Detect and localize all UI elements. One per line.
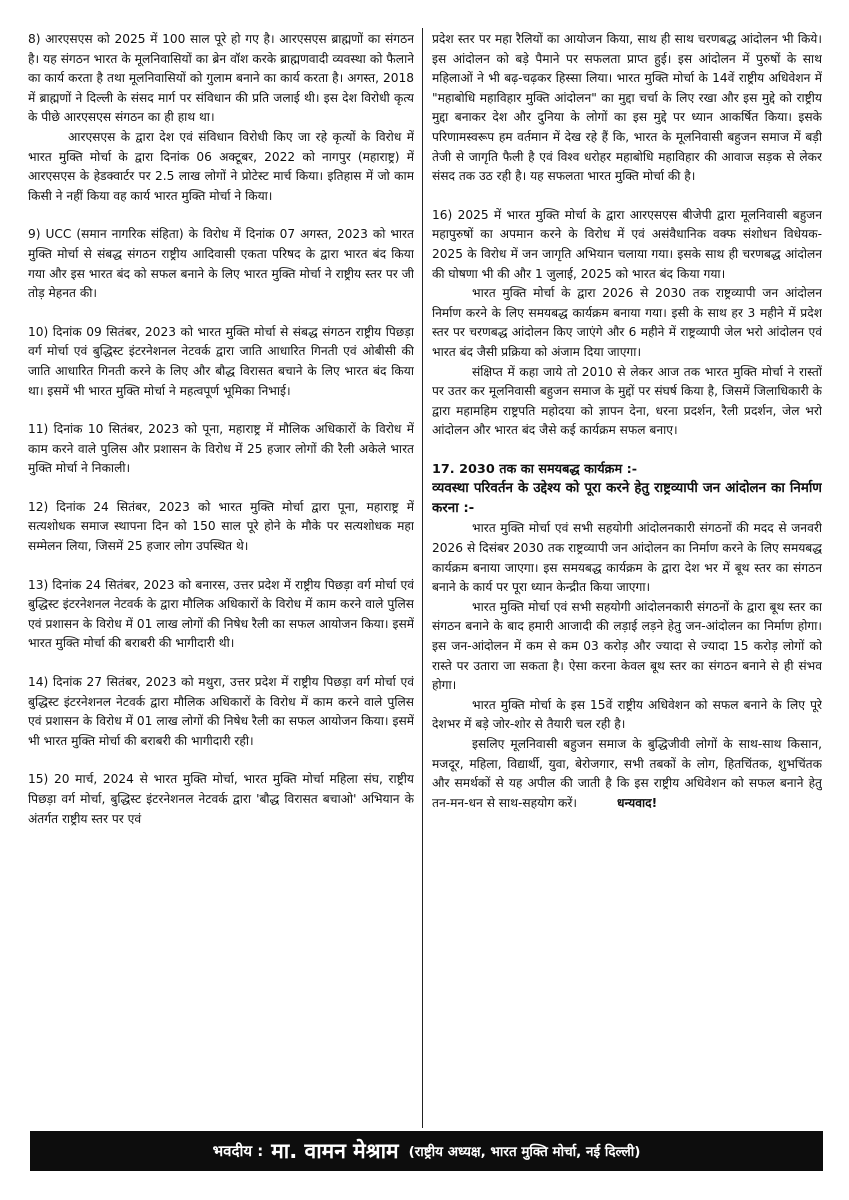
timebound-program-paragraph: भारत मुक्ति मोर्चा एवं सभी सहयोगी आंदोलनकारी संगठनों की मदद से जनवरी 2026 से दिसंबर 2030 तक राष्ट्रव्यापी जन आंदोलन का निर्माण करने के लिए समयबद्ध कार्यक्रम बनाया जाएगा। इस समयबद्ध कार्यक्रम के द्वारा देश भर में बूथ स्तर का संगठन बनाने के कार्य पर पूरा ध्यान केन्द्रीत किया जाएगा। (432, 521, 822, 595)
spacer (28, 401, 414, 420)
spacer (432, 187, 822, 206)
section-17-title: 17. 2030 तक का समयबद्ध कार्यक्रम :- (432, 461, 638, 477)
point-15-paragraph: 15) 20 मार्च, 2024 से भारत मुक्ति मोर्चा, भारत मुक्ति मोर्चा महिला संघ, राष्ट्रीय पिछड़ा वर्ग मोर्चा, बुद्धिस्ट इंटरनेशनल नेटवर्क द्वारा 'बौद्ध विरासत बचाओ' अभियान के अंतर्गत राष्ट्रीय स्तर पर एवं (28, 772, 414, 826)
rss-protest-paragraph: आरएसएस के द्वारा देश एवं संविधान विरोधी किए जा रहे कृत्यों के विरोध में भारत मुक्ति मोर्चा के द्वारा दिनांक 06 अक्टूबर, 2022 को नागपुर (महाराष्ट्र) में आरएसएस के हेडक्वार्टर पर 2.5 लाख लोगों ने प्रोटेस्ट मार्च किया। इतिहास में जो काम किसी ने नहीं किया वह कार्य भारत मुक्ति मोर्चा ने किया। (28, 129, 414, 203)
point-15-continued-paragraph: प्रदेश स्तर पर महा रैलियों का आयोजन किया, साथ ही साथ चरणबद्ध आंदोलन भी किये। इस आंदोलन को बड़े पैमाने पर सफलता प्राप्त हुई। इस आंदोलन में पुरुषों के साथ महिलाओं ने भी बढ़-चढ़कर हिस्सा लिया। भारत मुक्ति मोर्चा के 14वें राष्ट्रीय अधिवेशन में "महाबोधि महाविहार मुक्ति आंदोलन" का मुद्दा चर्चा के लिए रखा और इस मुद्दे को राष्ट्रीय मुद्दा बनाकर देश और दुनिया के लोगों का इस मुद्दे पर ध्यान आकर्षित किया। इसके परिणामस्वरूप हम वर्तमान में देख रहे हैं कि, भारत के मूलनिवासी बहुजन समाज में बड़ी तेजी से जागृति फैली है एवं विश्व धरोहर महाबोधि महाविहार की आवाज सड़क से लेकर संसद तक उठ रही है। यह सफलता भारत मुक्ति मोर्चा की है। (432, 32, 822, 184)
point-9-paragraph: 9) UCC (समान नागरिक संहिता) के विरोध में दिनांक 07 अगस्त, 2023 को भारत मुक्ति मोर्चा से संबद्ध संगठन राष्ट्रीय आदिवासी एकता परिषद के द्वारा भारत बंद किया गया और इस भारत बंद को सफल बनाने के लिए भारत मुक्ति मोर्चा ने राष्ट्रीय स्तर पर जी तोड़ मेहनत की। (28, 227, 414, 301)
signature-banner (30, 1131, 823, 1171)
right-column (432, 30, 822, 1130)
summary-paragraph: संक्षिप्त में कहा जाये तो 2010 से लेकर आज तक भारत मुक्ति मोर्चा ने रास्तों पर उतर कर मूलनिवासी बहुजन समाज के मुद्दों पर संघर्ष किया है, जिसमें जिलाधिकारी के द्वारा महामहिम राष्ट्रपति महोदया को ज्ञापन देना, धरना प्रदर्शन, रैली प्रदर्शन, जेल भरो आंदोलन और भारत बंद जैसे कई कार्यक्रम सफल बनाए। (432, 364, 822, 438)
convention-preparation-paragraph: भारत मुक्ति मोर्चा के इस 15वें राष्ट्रीय अधिवेशन को सफल बनाने के लिए पूरे देशभर में बड़े जोर-शोर से तैयारी चल रही है। (432, 697, 822, 732)
program-2026-2030-paragraph: भारत मुक्ति मोर्चा के द्वारा 2026 से 2030 तक राष्ट्रव्यापी जन आंदोलन निर्माण करने के लिए समयबद्ध कार्यक्रम बनाया गया। इसी के साथ हर 3 महीने में प्रदेश स्तर पर चरणबद्ध आंदोलन किए जाएंगे और 6 महीने में राष्ट्रव्यापी जेल भरो आंदोलन एवं भारत बंद जैसी प्रक्रिया को अंजाम दिया जाएगा। (432, 286, 822, 359)
spacer (432, 441, 822, 460)
section-17-subtitle: व्यवस्था परिवर्तन के उद्देश्य को पूरा करने हेतु राष्ट्रव्यापी जन आंदोलन का निर्माण करना :- (432, 481, 822, 517)
point-13-paragraph: 13) दिनांक 24 सितंबर, 2023 को बनारस, उत्तर प्रदेश में राष्ट्रीय पिछड़ा वर्ग मोर्चा एवं बुद्धिस्ट इंटरनेशनल नेटवर्क के द्वारा मौलिक अधिकारों के विरोध में काम करने वाले पुलिस एवं प्रशासन के विरोध में 01 लाख लोगों की निषेध रैली का सफल आयोजन किया। इसमें भारत मुक्ति मोर्चा की बराबरी की भागीदारी थी। (28, 577, 414, 651)
point-10-paragraph: 10) दिनांक 09 सितंबर, 2023 को भारत मुक्ति मोर्चा से संबद्ध संगठन राष्ट्रीय पिछड़ा वर्ग मोर्चा एवं बुद्धिस्ट इंटरनेशनल नेटवर्क द्वारा जाति आधारित गिनती एवं ओबीसी की जाति आधारित गिनती करने के लिए और बौद्ध विरासत बचाने के लिए भारत बंद किया था। इसमें भी भारत मुक्ति मोर्चा ने महत्वपूर्ण भूमिका निभाई। (28, 324, 414, 398)
spacer (28, 479, 414, 498)
point-8-paragraph: 8) आरएसएस को 2025 में 100 साल पूरे हो गए है। आरएसएस ब्राह्मणों का संगठन है। यह संगठन भारत के मूलनिवासियों का ब्रेन वॉश करके ब्राह्मणवादी व्यवस्था को फैलाने का कार्य करता है तथा मूलनिवासियों को गुलाम बनाने का कार्य करता है। अगस्त, 2018 में ब्राह्मणों ने दिल्ली के संसद मार्ग पर संविधान की प्रति जलाई थी। इस देश विरोधी कृत्य के पीछे आरएसएस संगठन का ही हाथ था। (28, 32, 414, 125)
column-divider (422, 28, 423, 1128)
thanks-text: धन्यवाद! (617, 795, 658, 810)
spacer (28, 304, 414, 323)
point-16-paragraph: 16) 2025 में भारत मुक्ति मोर्चा के द्वारा आरएसएस बीजेपी द्वारा मूलनिवासी बहुजन महापुरुषों का अपमान करने के विरोध में एवं असंवैधानिक वक्फ संशोधन विधेयक- 2025 के विरोध में जन जागृति अभियान चलाया गया। इसके साथ ही चरणबद्ध आंदोलन की घोषणा भी की और 1 जुलाई, 2025 को भारत बंद किया गया। (432, 207, 822, 281)
point-12-paragraph: 12) दिनांक 24 सितंबर, 2023 को भारत मुक्ति मोर्चा द्वारा पूना, महाराष्ट्र में सत्यशोधक समाज स्थापना दिन को 150 साल पूरे होने के मौके पर सत्यशोधक महा सम्मेलन लिया, जिसमें 25 हजार लोग उपस्थित थे। (28, 499, 414, 554)
spacer (28, 751, 414, 770)
booth-level-paragraph: भारत मुक्ति मोर्चा एवं सभी सहयोगी आंदोलनकारी संगठनों के द्वारा बूथ स्तर का संगठन बनाने के बाद हमारी आजादी की लड़ाई लड़ने हेतु जन-आंदोलन का निर्माण होगा। इस जन-आंदोलन में कम से कम 03 करोड़ और ज्यादा से ज्यादा 15 करोड़ लोगों को रास्ते पर उतारा जा सकता है। ऐसा करना केवल बूथ स्तर का संगठन बनाने से ही संभव होगा। (432, 599, 822, 693)
left-column (28, 30, 414, 1130)
signatory-name: मा. वामन मेश्राम (271, 1139, 399, 1163)
point-14-paragraph: 14) दिनांक 27 सितंबर, 2023 को मथुरा, उत्तर प्रदेश में राष्ट्रीय पिछड़ा वर्ग मोर्चा एवं बुद्धिस्ट इंटरनेशनल नेटवर्क द्वारा मौलिक अधिकारों के विरोध में काम करने वाले पुलिस एवं प्रशासन के विरोध में 01 लाख लोगों की निषेध रैली का सफल आयोजन किया। इसमें भी भारत मुक्ति मोर्चा की बराबरी की भागीदारी रही। (28, 675, 414, 748)
appeal-text: इसलिए मूलनिवासी बहुजन समाज के बुद्धिजीवी लोगों के साथ-साथ किसान, मजदूर, महिला, विद्यार्थी, युवा, बेरोजगार, सभी तबकों के लोग, हितचिंतक, शुभचिंतक और समर्थकों से यह अपील की जाती है कि इस राष्ट्रीय अधिवेशन को सफल बनाने हेतु तन-मन-धन से साथ-सहयोग करें। (432, 737, 822, 810)
spacer (28, 654, 414, 673)
appeal-paragraph (432, 735, 822, 813)
signature-prefix: भवदीय : (212, 1142, 264, 1160)
signatory-title: (राष्ट्रीय अध्यक्ष, भारत मुक्ति मोर्चा, नई दिल्ली) (408, 1144, 641, 1160)
spacer (28, 557, 414, 576)
point-11-paragraph: 11) दिनांक 10 सितंबर, 2023 को पूना, महाराष्ट्र में मौलिक अधिकारों के विरोध में काम करने वाले पुलिस और प्रशासन के विरोध में 25 हजार लोगों की रैली अकेले भारत मुक्ति मोर्चा ने निकाली। (28, 422, 414, 476)
spacer (28, 206, 414, 225)
